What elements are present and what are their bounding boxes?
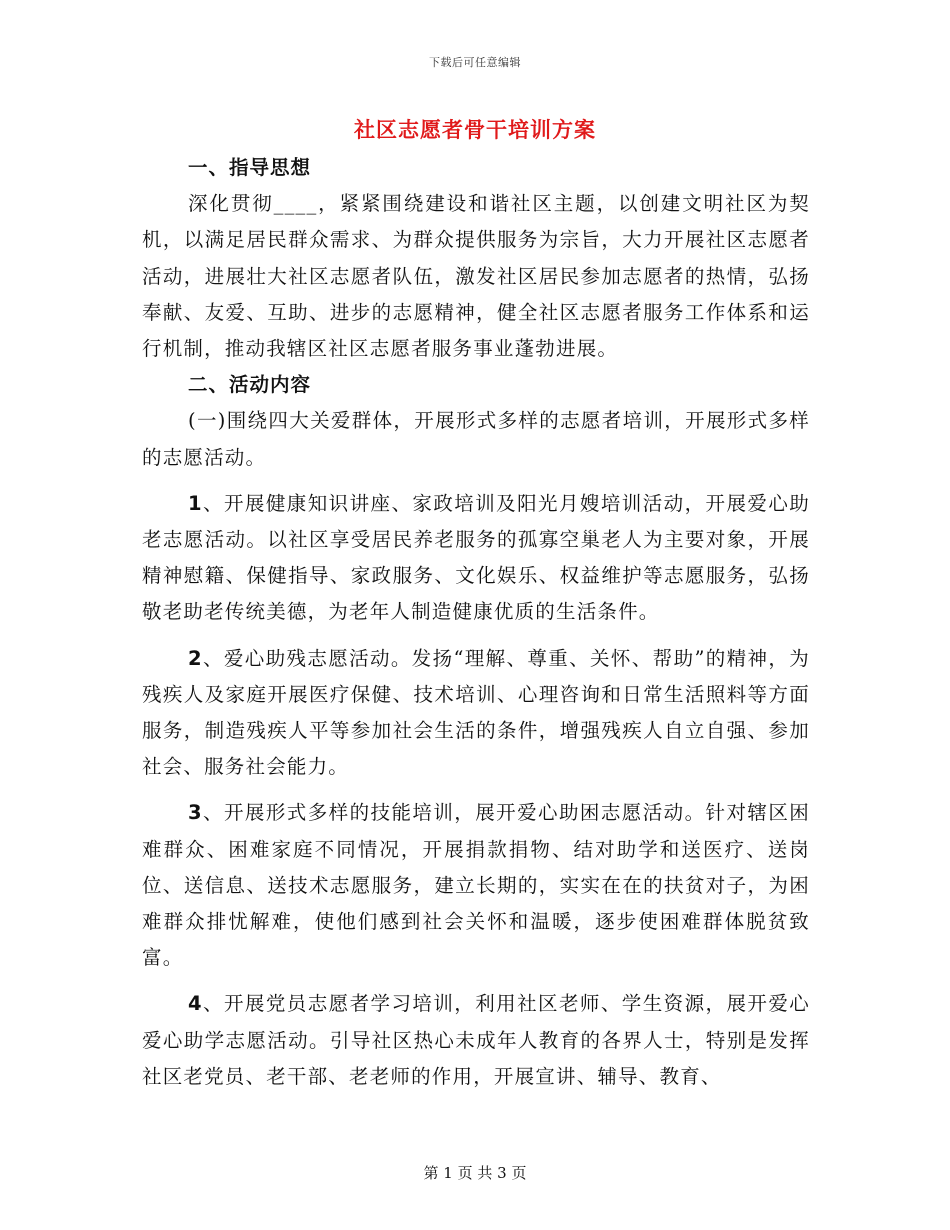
item-number: 4 xyxy=(188,992,203,1016)
item-text: 、开展党员志愿者学习培训，利用社区老师、学生资源，展开爱心爱心助学志愿活动。引导社区热心未成年人教育的各界人士，特别是发挥社区老党员、老干部、老老师的作用，开展宣讲、辅导、教育、 xyxy=(142,992,810,1088)
list-item-4 xyxy=(142,986,810,1095)
list-item-3 xyxy=(142,795,810,976)
item-number: 2 xyxy=(188,646,203,670)
header-note: 下载后可任意编辑 xyxy=(429,56,521,69)
document-title: 社区志愿者骨干培训方案 xyxy=(354,117,596,142)
paragraph-activity-intro: (一)围绕四大关爱群体，开展形式多样的志愿者培训，开展形式多样的志愿活动。 xyxy=(142,409,810,469)
paragraph-guiding-ideology: 深化贯彻____，紧紧围绕建设和谐社区主题，以创建文明社区为契机，以满足居民群众需求、为群众提供服务为宗旨，大力开展社区志愿者活动，进展壮大社区志愿者队伍，激发社区居民参加志愿者的热情，弘扬奉献、友爱、互助、进步的志愿精神，健全社区志愿者服务工作体系和运行机制，推动我辖区社区志愿者服务事业蓬勃进展。 xyxy=(142,192,810,361)
list-item-1 xyxy=(142,486,810,631)
item-number: 1 xyxy=(188,491,203,515)
document-body xyxy=(142,150,810,1095)
section-heading-activity-content: 二、活动内容 xyxy=(188,373,312,397)
item-text: 、爱心助残志愿活动。发扬“理解、尊重、关怀、帮助”的精神，为残疾人及家庭开展医疗保健、技术培训、心理咨询和日常生活照料等方面服务，制造残疾人平等参加社会生活的条件，增强残疾人自立自强、参加社会、服务社会能力。 xyxy=(142,646,810,779)
item-text: 、开展健康知识讲座、家政培训及阳光月嫂培训活动，开展爱心助老志愿活动。以社区享受居民养老服务的孤寡空巢老人为主要对象，开展精神慰籍、保健指导、家政服务、文化娱乐、权益维护等志愿服务，弘扬敬老助老传统美德，为老年人制造健康优质的生活条件。 xyxy=(142,491,810,624)
item-text: 、开展形式多样的技能培训，展开爱心助困志愿活动。针对辖区困难群众、困难家庭不同情况，开展捐款捐物、结对助学和送医疗、送岗位、送信息、送技术志愿服务，建立长期的，实实在在的扶贫对子，为困难群众排忧解难，使他们感到社会关怀和温暖，逐步使困难群体脱贫致富。 xyxy=(142,801,810,970)
section-heading-guiding-ideology: 一、指导思想 xyxy=(188,156,312,179)
item-number: 3 xyxy=(188,801,203,825)
list-item-2 xyxy=(142,641,810,786)
page-number: 第 1 页 共 3 页 xyxy=(423,1164,527,1182)
